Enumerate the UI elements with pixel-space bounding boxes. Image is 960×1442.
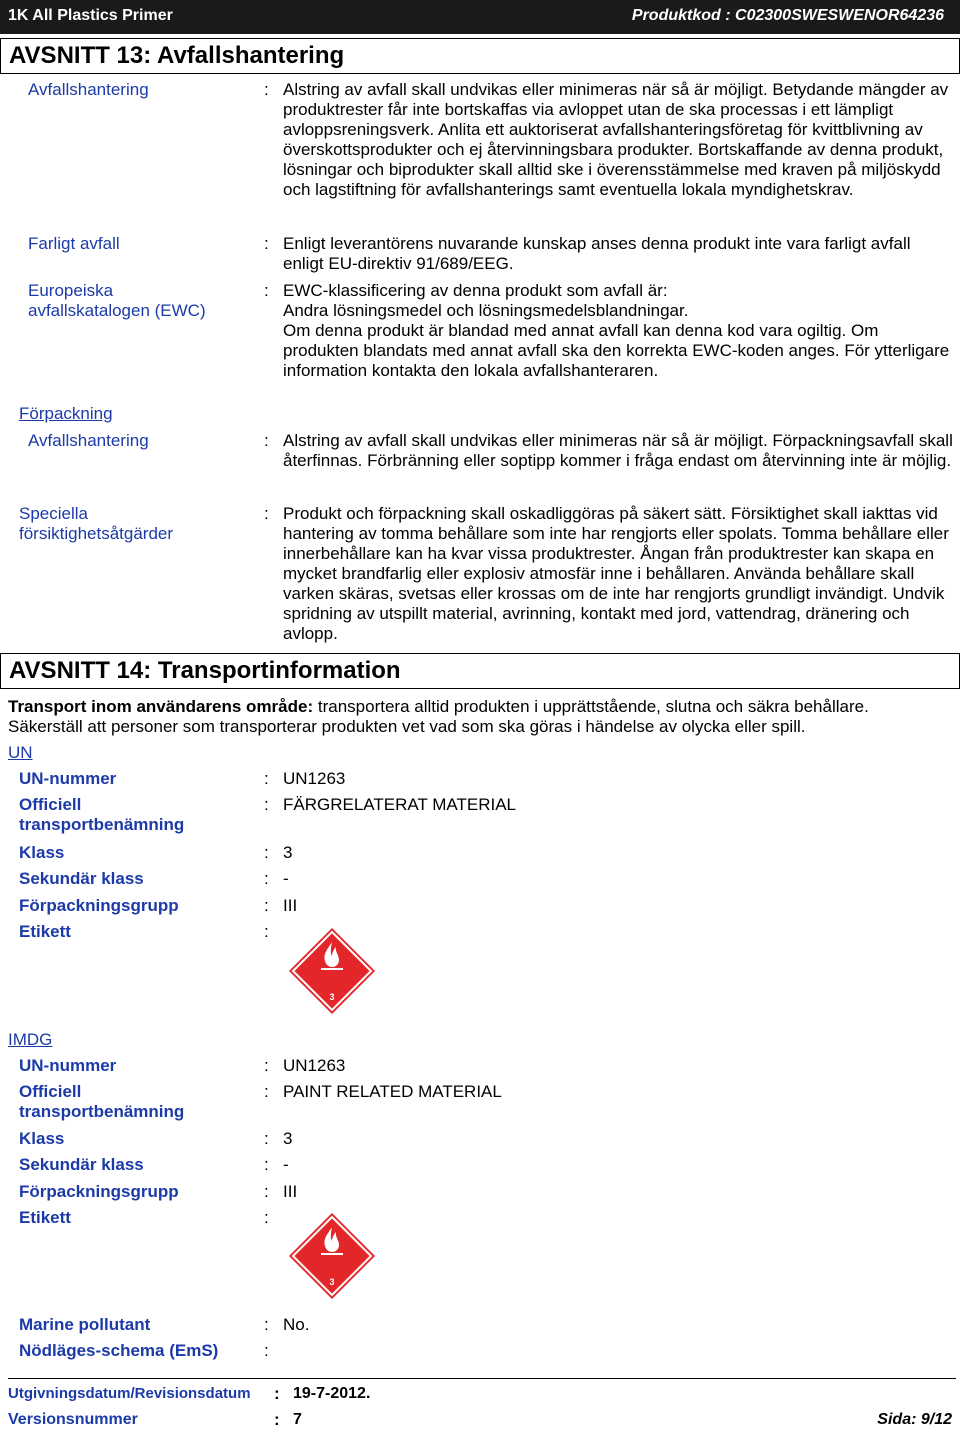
section-13-title: AVSNITT 13: Avfallshantering — [9, 42, 345, 69]
etikett-label: Etikett — [19, 922, 71, 941]
un-nummer-value: UN1263 — [283, 769, 346, 788]
imdg-heading: IMDG — [8, 1030, 53, 1049]
transport-intro-bold: Transport inom användarens område: — [8, 697, 314, 716]
un-heading: UN — [8, 743, 33, 762]
transport-intro — [8, 697, 958, 717]
imdg-etikett-label: Etikett — [19, 1208, 71, 1227]
sekundar-klass-label: Sekundär klass — [19, 869, 144, 888]
imdg-officiell-value: PAINT RELATED MATERIAL — [283, 1082, 502, 1101]
officiell-value: FÄRGRELATERAT MATERIAL — [283, 795, 517, 814]
klass-value: 3 — [283, 843, 293, 862]
speciella-label-line-1: Speciella — [19, 504, 88, 523]
imdg-sekundar-klass-value: - — [283, 1155, 289, 1174]
ewc-value-line-2: Andra lösningsmedel och lösningsmedelsblandningar. — [283, 301, 689, 320]
transport-intro-text: transportera alltid produkten i upprättstående, slutna och säkra behållare. — [313, 697, 869, 716]
un-nummer-label: UN-nummer — [19, 769, 117, 788]
colon: : — [264, 1182, 269, 1201]
colon: : — [264, 1208, 269, 1227]
colon: : — [264, 1056, 269, 1075]
colon: : — [274, 1410, 280, 1429]
avfallshantering-value: Alstring av avfall skall undvikas eller minimeras när så är möjligt. Betydande mängder av produktrester får inte bortskaffas via avloppet utan de ska processas i ett lämpligt avloppsreningsverk. Anlita ett auktoriserat avfallshanteringsföretag för kvittblivning av överskottsprodukter och ej återvinningsbara produkter. Bortskaffande av denna produkt, lösningar och biprodukter skall alltid ske i överensstämmelse med kraven på miljöskydd och lagstiftning för avfallshanterings samt eventuella lokala myndighetskrav. — [283, 80, 949, 199]
colon: : — [264, 234, 269, 253]
imdg-forpackningsgrupp-value: III — [283, 1182, 298, 1201]
marine-pollutant-label: Marine pollutant — [19, 1315, 151, 1334]
imdg-un-nummer-label: UN-nummer — [19, 1056, 117, 1075]
forpackningsgrupp-value: III — [283, 896, 298, 915]
officiell-label-line-1: Officiell — [19, 795, 82, 814]
imdg-hazard-class-number: 3 — [329, 1277, 335, 1287]
flammable-diamond-icon — [289, 928, 375, 1014]
colon: : — [264, 1082, 269, 1101]
speciella-label-line-2: försiktighetsåtgärder — [19, 524, 174, 543]
imdg-flammable-diamond-icon — [289, 1213, 375, 1299]
utgivningsdatum-value: 19-7-2012. — [293, 1385, 371, 1402]
colon: : — [264, 896, 269, 915]
transport-intro-line-2: Säkerställ att personer som transporterar produkten vet vad som ska göras i händelse av olycka eller spill. — [8, 717, 806, 736]
imdg-sekundar-klass-label: Sekundär klass — [19, 1155, 144, 1174]
colon: : — [264, 80, 269, 99]
ewc-value-line-3: Om denna produkt är blandad med annat avfall kan denna kod vara ogiltig. Om produkten blandats med annat avfall ska den korrekta EWC-koden anges. För ytterligare information kontakta den lokala avfallshanteraren. — [283, 321, 950, 380]
forpackningsgrupp-label: Förpackningsgrupp — [19, 896, 179, 915]
ems-label: Nödläges-schema (EmS) — [19, 1341, 219, 1360]
colon: : — [264, 431, 269, 450]
imdg-klass-label: Klass — [19, 1129, 65, 1148]
footer-divider — [8, 1378, 956, 1379]
avfallshantering-label: Avfallshantering — [28, 80, 149, 99]
utgivningsdatum-label: Utgivningsdatum/Revisionsdatum — [8, 1385, 251, 1402]
imdg-klass-value: 3 — [283, 1129, 293, 1148]
header-bar — [0, 0, 960, 34]
colon: : — [264, 1341, 269, 1360]
officiell-label-line-2: transportbenämning — [19, 815, 185, 834]
pack-avfall-label: Avfallshantering — [28, 431, 149, 450]
colon: : — [264, 281, 269, 300]
sekundar-klass-value: - — [283, 869, 289, 888]
ewc-label-line-2: avfallskatalogen (EWC) — [28, 301, 206, 320]
hazard-class-number: 3 — [329, 992, 335, 1002]
colon: : — [264, 795, 269, 814]
colon: : — [264, 769, 269, 788]
flammable-hazard-label — [289, 928, 375, 1014]
section-13-title-box — [0, 38, 960, 74]
imdg-forpackningsgrupp-label: Förpackningsgrupp — [19, 1182, 179, 1201]
farligt-avfall-label: Farligt avfall — [28, 234, 120, 253]
pack-avfall-value: Alstring av avfall skall undvikas eller minimeras när så är möjligt. Förpackningsavfall skall återfinnas. Förbränning eller soptipp kommer i fråga endast om återvinning inte är möjlig. — [283, 431, 953, 470]
colon: : — [264, 1129, 269, 1148]
ewc-value-line-1: EWC-klassificering av denna produkt som avfall är: — [283, 281, 668, 300]
colon: : — [264, 504, 269, 523]
section-14-title-box — [0, 653, 960, 689]
imdg-officiell-label-line-2: transportbenämning — [19, 1102, 185, 1121]
marine-pollutant-value: No. — [283, 1315, 310, 1334]
imdg-officiell-label-line-1: Officiell — [19, 1082, 82, 1101]
colon: : — [264, 869, 269, 888]
versionsnummer-value: 7 — [293, 1411, 302, 1428]
speciella-value: Produkt och förpackning skall oskadliggöras på säkert sätt. Försiktighet skall iakttas vid hantering av tomma behållare som inte har rengjorts eller spolats. Tomma behållare eller innerbehållare kan ha kvar vissa produktrester. Ångan från produktrester kan skapa en mycket brandfarlig eller explosiv atmosfär inne i behållaren. Använda behållare skall varken skäras, svetsas eller krossas om de inte har rengjorts grundligt invändigt. Undvik spridning av utspillt material, avrinning, kontakt med jord, vattendrag, dränering och avlopp. — [283, 504, 949, 643]
section-14-title: AVSNITT 14: Transportinformation — [9, 657, 401, 684]
colon: : — [264, 1315, 269, 1334]
klass-label: Klass — [19, 843, 65, 862]
colon: : — [274, 1384, 280, 1403]
farligt-avfall-value: Enligt leverantörens nuvarande kunskap anses denna produkt inte vara farligt avfall enligt EU-direktiv 91/689/EEG. — [283, 234, 911, 273]
colon: : — [264, 1155, 269, 1174]
versionsnummer-label: Versionsnummer — [8, 1411, 138, 1428]
ewc-value — [283, 281, 953, 381]
colon: : — [264, 922, 269, 941]
page-number: Sida: 9/12 — [877, 1411, 952, 1428]
product-name: 1K All Plastics Primer — [8, 7, 173, 24]
imdg-flammable-hazard-label — [289, 1213, 375, 1299]
colon: : — [264, 843, 269, 862]
ewc-label-line-1: Europeiska — [28, 281, 114, 300]
product-code: Produktkod : C02300SWESWENOR64236 — [631, 7, 944, 24]
imdg-un-nummer-value: UN1263 — [283, 1056, 346, 1075]
forpackning-heading: Förpackning — [19, 404, 113, 423]
